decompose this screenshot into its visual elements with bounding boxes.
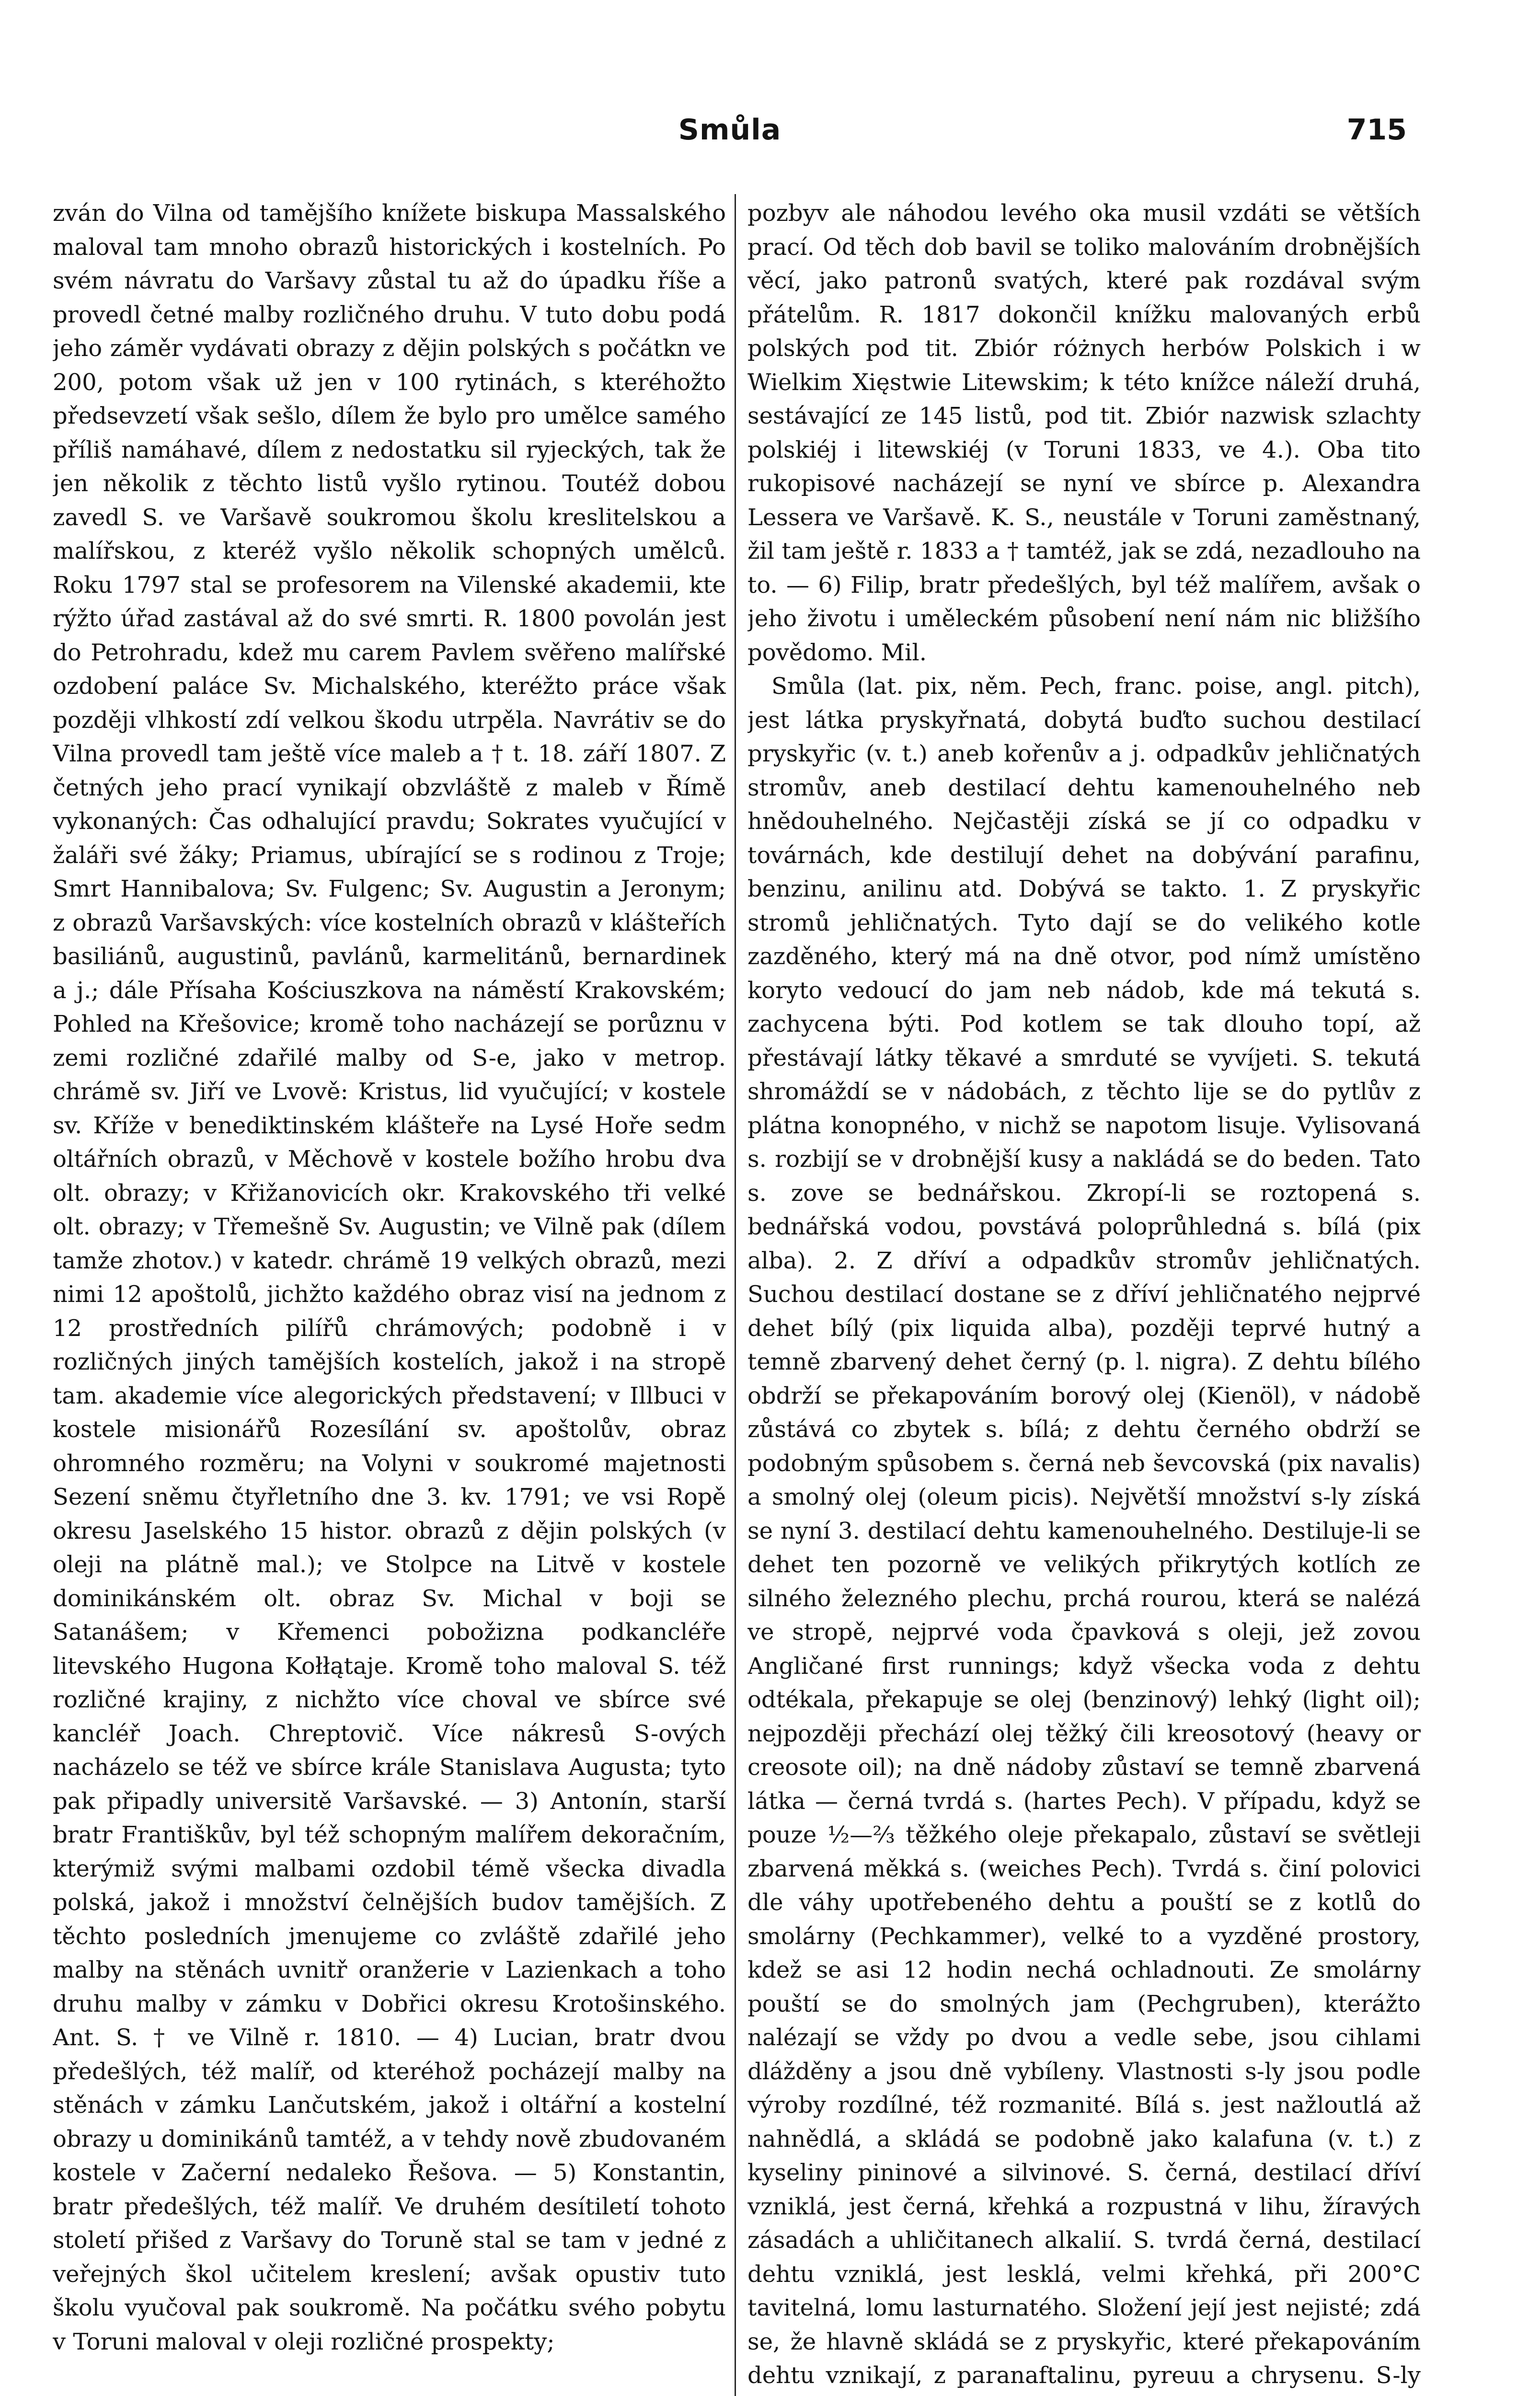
left-column	[53, 196, 726, 2396]
column-divider	[735, 194, 736, 2396]
entry-paragraph-smula: Smůla (lat. pix, něm. Pech, franc. poise, angl. pitch), jest látka pryskyřnatá, dobytá buďto suchou destilací pryskyřic (v. t.) aneb kořenův a j. odpadkův jehličnatých stromův, aneb destilací dehtu kamenouhelného neb hnědouhelného. Nejčastěji získá se jí co odpadku v továrnách, kde destilují dehet na dobývání parafinu, benzinu, anilinu atd. Dobývá se takto. 1. Z pryskyřic stromů jehličnatých. Tyto dají se do velikého kotle zazděného, který má na dně otvor, pod nímž umístěno koryto vedoucí do jam neb nádob, kde má tekutá s. zachycena býti. Pod kotlem se tak dlouho topí, až přestávají látky těkavé a smrduté se vyvíjeti. S. tekutá shromáždí se v nádobách, z těchto lije se do pytlův z plátna konopného, v nichž se napotom lisuje. Vylisovaná s. rozbijí se v drobnější kusy a nakládá se do beden. Tato s. zove se bednářskou. Zkropí-li se roztopená s. bednářská vodou, povstává poloprůhledná s. bílá (pix alba). 2. Z dříví a odpadkův stromův jehličnatých. Suchou destilací dostane se z dříví jehličnatého nejprvé dehet bílý (pix liquida alba), později teprvé hutný a temně zbarvený dehet černý (p. l. nigra). Z dehtu bílého obdrží se překapováním borový olej (Kienöl), v nádobě zůstává co zbytek s. bílá; z dehtu černého obdrží se podobným spůsobem s. černá neb ševcovská (pix navalis) a smolný olej (oleum picis). Největší množství s-ly získá se nyní 3. destilací dehtu kamenouhelného. Destiluje-li se dehet ten pozorně ve velikých přikrytých kotlích ze silného železného plechu, prchá rourou, která se nalézá ve stropě, nejprvé voda čpavková s oleji, jež zovou Angličané first runnings; když všecka voda z dehtu odtékala, překapuje se olej (benzinový) lehký (light oil); nejpozději přechází olej těžký čili kreosotový (heavy or creosote oil); na dně nádoby zůstaví se temně zbarvená látka — černá tvrdá s. (hartes Pech). V případu, když se pouze ½—⅔ těžkého oleje překapalo, zůstaví se světleji zbarvená měkká s. (weiches Pech). Tvrdá s. činí polovici dle váhy upotřebeného dehtu a pouští se z kotlů do smolárny (Pechkammer), velké to a vyzděné prostory, kdež se asi 12 hodin nechá ochladnouti. Ze smolárny pouští se do smolných jam (Pechgruben), kterážto nalézají se vždy po dvou a vedle sebe, jsou cihlami dlážděny a jsou dně vybíleny. Vlastnosti s-ly jsou podle výroby rozdílné, též rozmanité. Bílá s. jest nažloutlá až nahnědlá, a skládá se podobně jako kalafuna (v. t.) z kyseliny pininové a silvinové. S. černá, destilací dříví vzniklá, jest černá, křehká a rozpustná v lihu, žíravých zásadách a uhličitanech alkalií. S. tvrdá černá, destilací dehtu vzniklá, jest lesklá, velmi křehká, při 200°C tavitelná, lomu lasturnatého. Složení její jest nejisté; zdá se, že hlavně skládá se z pryskyřic, které překapováním dehtu vznikají, z paranaftalinu, pyreuu a chrysenu. S-ly	[747, 673, 1421, 2389]
entry-paragraph: zván do Vilna od tamějšího knížete biskupa Massalského maloval tam mnoho obrazů historických i kostelních. Po svém návratu do Varšavy zůstal tu až do úpadku říše a provedl četné malby rozličného druhu. V tuto dobu podá jeho záměr vydávati obrazy z dějin polských s počátkn ve 200, potom však už jen v 100 rytinách, s kteréhožto předsevzetí však sešlo, dílem že bylo pro umělce samého příliš namáhavé, dílem z nedostatku sil ryjeckých, tak že jen několik z těchto listů vyšlo rytinou. Toutéž dobou zavedl S. ve Varšavě soukromou školu kreslitelskou a malířskou, z kteréž vyšlo několik schopných umělců. Roku 1797 stal se profesorem na Vilenské akademii, kte rýžto úřad zastával až do své smrti. R. 1800 povolán jest do Petrohradu, kdež mu carem Pavlem svěřeno malířské ozdobení paláce Sv. Michalského, kteréžto práce však později vlhkostí zdí velkou škodu utrpěla. Navrátiv se do Vilna provedl tam ještě více maleb a † t. 18. září 1807. Z četných jeho prací vynikají obzvláště z maleb v Římě vykonaných: Čas odhalující pravdu; Sokrates vyučující v žaláři své žáky; Priamus, ubírající se s rodinou z Troje; Smrt Hannibalova; Sv. Fulgenc; Sv. Augustin a Jeronym; z obrazů Varšavských: více kostelních obrazů v klášteřích basiliánů, augustinů, pavlánů, karmelitánů, bernardinek a j.; dále Přísaha Kościuszkova na náměstí Krakovském; Pohled na Křešovice; kromě toho nacházejí se porůznu v zemi rozličné zdařilé malby od S-e, jako v metrop. chrámě sv. Jiří ve Lvově: Kristus, lid vyučující; v kostele sv. Kříže v benediktinském klášteře na Lysé Hoře sedm oltářních obrazů, v Měchově v kostele božího hrobu dva olt. obrazy; v Křižanovicích okr. Krakovského tři velké olt. obrazy; v Třemešně Sv. Augustin; ve Vilně pak (dílem tamže zhotov.) v katedr. chrámě 19 velkých obrazů, mezi nimi 12 apoštolů, jichžto každého obraz visí na jednom z 12 prostředních pilířů chrámových; podobně i v rozličných jiných tamějších kostelích, jakož i na stropě tam. akademie více alegorických představení; v Illbuci v kostele misionářů Rozesílání sv. apoštolův, obraz ohromného rozměru; na Volyni v soukromé majetnosti Sezení sněmu čtyřletního dne 3. kv. 1791; ve vsi Ropě okresu Jaselského 15 histor. obrazů z dějin polských (v oleji na plátně mal.); ve Stolpce na Litvě v kostele dominikánském olt. obraz Sv. Michal v boji se Satanášem; v Křemenci pobožizna podkancléře litevského Hugona Kołłątaje. Kromě toho maloval S. též rozličné krajiny, z nichžto více choval ve sbírce své kancléř Joach. Chreptovič. Více nákresů S-ových nacházelo se též ve sbírce krále Stanislava Augusta; tyto pak připadly universitě Varšavské. — 3) Antonín, starší bratr Františkův, byl též schopným malířem dekoračním, kterýmiž svými malbami ozdobil témě všecka divadla polská, jakož i množství čelnějších budov tamějších. Z těchto posledních jmenujeme co zvláště zdařilé jeho malby na stěnách uvnitř oranžerie v Lazienkach a toho druhu malby v zámku v Dobřici okresu Krotošinského. Ant. S. † ve Vilně r. 1810. — 4) Lucian, bratr dvou předešlých, též malíř, od kteréhož pocházejí malby na stěnách v zámku Lančutském, jakož i oltářní a kostelní obrazy u dominikánů tamtéž, a v tehdy nově zbudovaném kostele v Začerní nedaleko Řešova. — 5) Konstantin, bratr předešlých, též malíř. Ve druhém desítiletí tohoto století přišed z Varšavy do Toruně stal se tam v jedné z veřejných škol učitelem kreslení; avšak opustiv tuto školu vyučoval pak soukromě. Na počátku svého pobytu v Toruni maloval v oleji rozličné prospekty;	[53, 200, 726, 2355]
running-title: Smůla	[678, 113, 781, 147]
right-column	[747, 196, 1421, 2396]
entry-paragraph: pozbyv ale náhodou levého oka musil vzdáti se větších prací. Od těch dob bavil se toliko malováním drobnějších věcí, jako patronů svatých, které pak rozdával svým přátelům. R. 1817 dokončil knížku malovaných erbů polských pod tit. Zbiór różnych herbów Polskich i w Wielkim Xięstwie Litewskim; k této knížce náleží druhá, sestávající ze 145 listů, pod tit. Zbiór nazwisk szlachty polskiéj i litewskiéj (v Toruni 1833, ve 4.). Oba tito rukopisové nacházejí se nyní ve sbírce p. Alexandra Lessera ve Varšavě. K. S., neustále v Toruni zaměstnaný, žil tam ještě r. 1833 a † tamtéž, jak se zdá, nezadlouho na to. — 6) Filip, bratr předešlých, byl též malířem, avšak o jeho životu i uměleckém působení není nám nic bližšího povědomo. Mil.	[747, 200, 1421, 666]
page-number: 715	[1346, 113, 1407, 147]
page-header	[53, 113, 1407, 156]
